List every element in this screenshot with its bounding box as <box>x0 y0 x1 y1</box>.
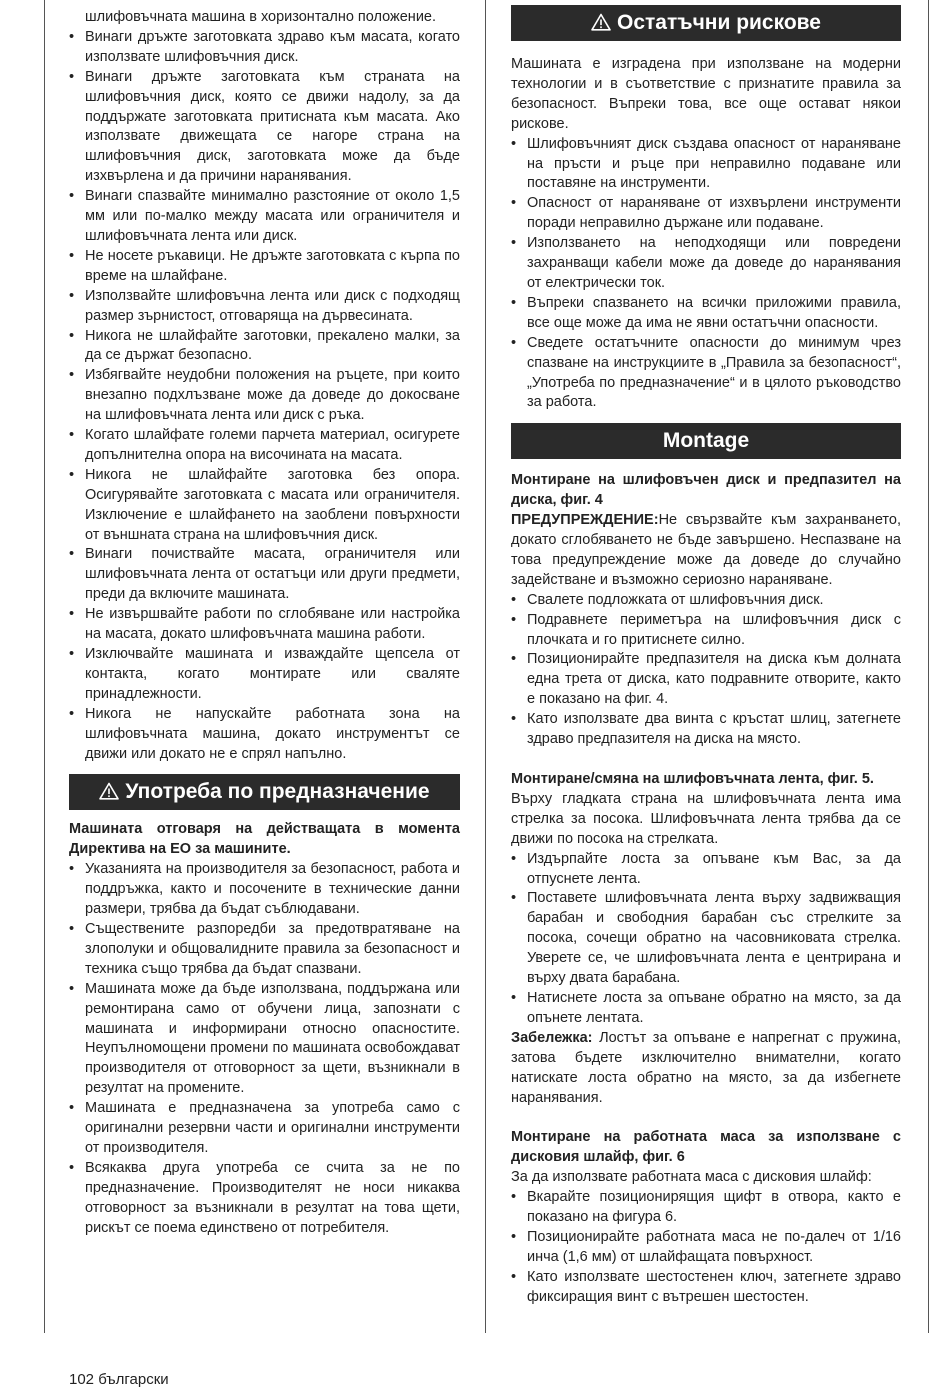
left-column <box>69 8 460 1238</box>
residual-intro: Машината е изградена при използване на модерни технологии и в съответствие с признатите правила за безопасност. Въпреки това, все още остават някои рискове. <box>511 56 901 132</box>
list-item: • Избягвайте неудобни положения на ръцете, при които внезапно подхлъзване може да доведе до докосване на шлифовъчната лента или диск с ръка. <box>69 366 460 426</box>
warning-triangle-icon <box>99 782 119 800</box>
warning-triangle-icon <box>591 13 611 31</box>
list-item: • Свалете подложката от шлифовъчния диск. <box>511 591 901 611</box>
intended-use-heading: Машината отговаря на действащата в момента Директива на ЕО за машините. <box>69 821 460 858</box>
right-column <box>511 5 901 1308</box>
list-item: • Всякаква друга употреба се счита за не по предназначение. Производителят не носи никаква отговорност за възникнали в резултат на това щети, рискът се поема единствено от потребителя. <box>69 1159 460 1239</box>
list-item: • Опасност от нараняване от изхвърлени инструменти поради неправилно държане или подаване. <box>511 194 901 234</box>
list-item: • Указанията на производителя за безопасност, работа и поддръжка, както и посочените в технические данни размери, трябва да бъдат съблюдавани. <box>69 860 460 920</box>
table-intro: За да използвате работната маса с дисковия шлайф: <box>511 1169 872 1186</box>
list-item: • Никога не напускайте работната зона на шлифовъчната машина, докато инструментът се движи или докато не е спрял напълно. <box>69 705 460 765</box>
list-item: • Натиснете лоста за опъване обратно на място, за да опънете лентата. <box>511 989 901 1029</box>
list-item: • Никога не шлайфайте заготовки, прекалено малки, за да се държат безопасно. <box>69 327 460 367</box>
warning-paragraph <box>511 511 901 591</box>
residual-risks-banner <box>511 5 901 41</box>
list-item: • Използвайте шлифовъчна лента или диск с подходящ размер зърнистост, отговаряща на дървесината. <box>69 287 460 327</box>
residual-list <box>511 135 901 414</box>
list-item: • Винаги почиствайте масата, ограничителя или шлифовъчната лента от остатъци или други предмети, преди да включите машината. <box>69 545 460 605</box>
list-item: • Не носете ръкавици. Не дръжте заготовката с кърпа по време на шлайфане. <box>69 247 460 287</box>
intended-use-list <box>69 860 460 1238</box>
intended-use-title: Употреба по предназначение <box>125 780 430 804</box>
note-label: Забележка: <box>511 1029 593 1046</box>
list-item: • Съществените разпоредби за предотвратяване на злополуки и общовалидните правила за безопасност и техника също трябва да бъдат спазвани. <box>69 920 460 980</box>
page-footer: 102 български <box>69 1371 169 1388</box>
list-item: • Позиционирайте предпазителя на диска към долната една трета от диска, като подравните отворите, както е показано на фиг. 4. <box>511 650 901 710</box>
montage-banner: Montage <box>511 423 901 459</box>
list-item: • Никога не шлайфайте заготовка без опора. Осигурявайте заготовката с масата или ограничителя. Изключение е шлайфането на заоблени повърхности от външната страна на шлифовъчния диск. <box>69 466 460 546</box>
list-item: • Изключвайте машината и изваждайте щепсела от контакта, когато монтирате или сваляте принадлежности. <box>69 645 460 705</box>
list-item: • Сведете остатъчните опасности до минимум чрез спазване на инструкциите в „Правила за безопасност“, „Употреба по предназначение“ и в цялото ръководство за работа. <box>511 334 901 414</box>
column-divider-line <box>485 0 486 1333</box>
list-item: • Като използвате два винта с кръстат шлиц, затегнете здраво предпазителя на диска на място. <box>511 710 901 750</box>
list-item: • Винаги дръжте заготовката здраво към масата, когато използвате шлифовъчния диск. <box>69 28 460 68</box>
disc-section-heading: Монтиране на шлифовъчен диск и предпазител на диска, фиг. 4 <box>511 472 901 509</box>
list-item: • Издърпайте лоста за опъване към Вас, за да отпуснете лента. <box>511 850 901 890</box>
warning-label: ПРЕДУПРЕЖДЕНИЕ: <box>511 512 659 529</box>
list-item: • Машината е предназначена за употреба само с оригинални резервни части и оригинални инструменти от производителя. <box>69 1099 460 1159</box>
belt-section-heading: Монтиране/смяна на шлифовъчната лента, фиг. 5. <box>511 771 874 787</box>
left-margin-line <box>44 0 45 1333</box>
list-item: • Въпреки спазването на всички приложими правила, все още може да има не явни остатъчни опасности. <box>511 294 901 334</box>
safety-list <box>69 28 460 765</box>
list-item: • Когато шлайфате големи парчета материал, осигурете допълнителна опора на височината на масата. <box>69 426 460 466</box>
belt-steps-list <box>511 850 901 1029</box>
list-item: • Винаги дръжте заготовката към страната на шлифовъчния диск, която се движи надолу, за да поддържате заготовката притисната към масата. Ако използвате движещата се нагоре страна на шлифовъчния диск, заготовката може да бъде изхвърлена и да причини наранявания. <box>69 68 460 187</box>
right-margin-line <box>928 0 929 1333</box>
table-steps-list <box>511 1188 901 1307</box>
intended-use-banner <box>69 774 460 810</box>
belt-intro: Върху гладката страна на шлифовъчната лента има стрелка за посока. Шлифовъчната лента трябва да се движи по посока на стрелката. <box>511 790 901 847</box>
note-paragraph <box>511 1029 901 1109</box>
list-item: • Поставете шлифовъчната лента върху задвижващия барабан и свободния барабан със стрелките за посока, сочещи обратно на часовниковата стрелка. Уверете се, че шлифовъчната лента е центрирана и върху двата барабана. <box>511 889 901 989</box>
disc-steps-list <box>511 591 901 750</box>
list-item: • Позиционирайте работната маса не по-далеч от 1/16 инча (1,6 мм) от шлайфащата повърхност. <box>511 1228 901 1268</box>
list-item: • Машината може да бъде използвана, поддържана или ремонтирана само от обучени лица, запознати с машината и информирани относно опасностите. Неупълномощени промени по машината освобождават производителя от отговорност за щети, възникнали в резултат на промените. <box>69 980 460 1099</box>
list-item: • Вкарайте позиционирящия щифт в отвора, както е показано на фигура 6. <box>511 1188 901 1228</box>
list-item: • Шлифовъчният диск създава опасност от нараняване на пръсти и ръце при неправилно подаване или поставяне на инструменти. <box>511 135 901 195</box>
list-item: • Не извършвайте работи по сглобяване или настройка на масата, докато шлифовъчната машина работи. <box>69 605 460 645</box>
table-section-heading: Монтиране на работната маса за използване с дисковия шлайф, фиг. 6 <box>511 1129 901 1166</box>
note-text: Лостът за опъване е напрегнат с пружина, затова бъдете изключително внимателни, когато натискате лоста обратно на място, за да избегнете наранявания. <box>511 1029 902 1106</box>
list-item: • Като използвате шестостенен ключ, затегнете здраво фиксиращия винт с вътрешен шестостен. <box>511 1268 901 1308</box>
intro-continuation: шлифовъчната машина в хоризонтално положение. <box>85 9 437 25</box>
residual-risks-title: Остатъчни рискове <box>617 11 821 34</box>
list-item: • Използването на неподходящи или повредени захранващи кабели може да доведе до наранявания от електрически ток. <box>511 234 901 294</box>
list-item: • Винаги спазвайте минимално разстояние от около 1,5 мм или по-малко между масата или ограничителя и шлифовъчната лента или диск. <box>69 187 460 247</box>
warning-text: Не свързвайте към захранването, докато сглобяването не бъде завършено. Неспазване на това предупреждение може да доведе до случайно задействане и възможно сериозно нараняване. <box>511 512 901 588</box>
list-item: • Подравнете периметъра на шлифовъчния диск с плочката и го притиснете силно. <box>511 611 901 651</box>
